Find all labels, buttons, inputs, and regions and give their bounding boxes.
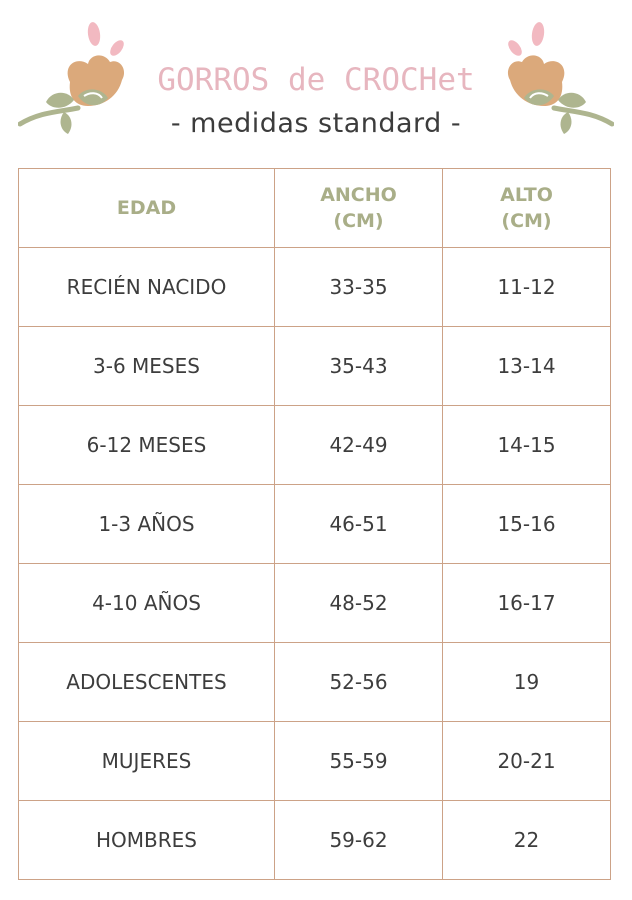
column-header-label: ANCHO [320,184,397,206]
cell-ancho: 35-43 [275,327,443,406]
table-row [19,801,611,880]
column-header-ancho [275,169,443,248]
column-header-label: ALTO [500,184,553,206]
size-table [18,168,611,880]
table-row [19,643,611,722]
cell-alto: 14-15 [443,406,611,485]
cell-edad: RECIÉN NACIDO [19,248,275,327]
cell-edad: 3-6 MESES [19,327,275,406]
cell-alto: 22 [443,801,611,880]
column-header-alto [443,169,611,248]
cell-alto: 15-16 [443,485,611,564]
table-row [19,248,611,327]
cell-ancho: 46-51 [275,485,443,564]
cell-edad: MUJERES [19,722,275,801]
table-row [19,406,611,485]
cell-edad: HOMBRES [19,801,275,880]
cell-alto: 13-14 [443,327,611,406]
page-title: GORROS de CROCHet [157,62,475,98]
cell-alto: 16-17 [443,564,611,643]
cell-ancho: 33-35 [275,248,443,327]
column-header-unit: (CM) [333,210,384,232]
cell-ancho: 59-62 [275,801,443,880]
cell-edad: 6-12 MESES [19,406,275,485]
column-header-edad [19,169,275,248]
table-header-row [19,169,611,248]
cell-ancho: 48-52 [275,564,443,643]
cell-ancho: 55-59 [275,722,443,801]
column-header-unit: (CM) [501,210,552,232]
table-row [19,722,611,801]
table-row [19,564,611,643]
cell-ancho: 52-56 [275,643,443,722]
table-row [19,327,611,406]
cell-edad: ADOLESCENTES [19,643,275,722]
page-subtitle: - medidas standard - [170,108,462,139]
cell-alto: 11-12 [443,248,611,327]
cell-alto: 20-21 [443,722,611,801]
cell-edad: 1-3 AÑOS [19,485,275,564]
cell-edad: 4-10 AÑOS [19,564,275,643]
cell-alto: 19 [443,643,611,722]
column-header-label: EDAD [116,197,177,219]
table-row [19,485,611,564]
cell-ancho: 42-49 [275,406,443,485]
